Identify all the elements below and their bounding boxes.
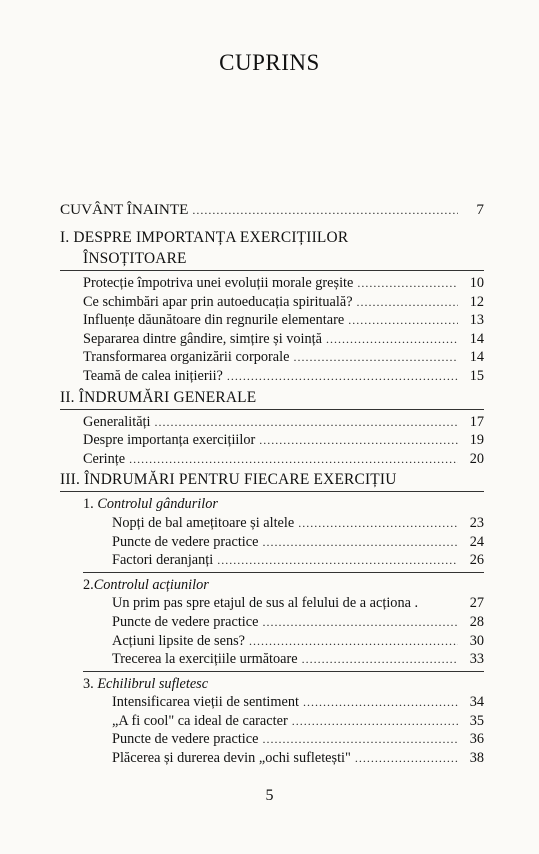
- leader-dots: [192, 200, 458, 220]
- toc-entry-label: „A fi cool" ca ideal de caracter: [112, 712, 288, 729]
- subsection-heading-2: [60, 576, 484, 595]
- toc-entry: [60, 367, 484, 386]
- toc-entry-label: Nopți de bal amețitoare și altele: [112, 514, 295, 531]
- leader-dots: [262, 613, 458, 632]
- toc-entry-page: 12: [469, 293, 484, 310]
- leader-dots: [217, 551, 458, 570]
- toc-entry: [60, 311, 484, 330]
- toc-entry-label: Transformarea organizării corporale: [83, 349, 290, 366]
- toc-entry-label: Despre importanța exercițiilor: [83, 432, 256, 449]
- toc-entry-page: 28: [469, 613, 484, 630]
- table-of-contents: [60, 200, 484, 768]
- toc-entry-page: 13: [469, 312, 484, 329]
- leader-dots: [302, 650, 458, 669]
- toc-entry-page: 38: [469, 750, 484, 767]
- toc-entry-label: Ce schimbări apar prin autoeducația spirituală?: [83, 293, 353, 310]
- leader-dots: [154, 413, 458, 432]
- toc-entry: [60, 632, 484, 651]
- toc-entry: [60, 613, 484, 632]
- subsection-title: Controlul acțiunilor: [93, 576, 209, 593]
- toc-entry: [60, 431, 484, 450]
- toc-entry-page: 7: [476, 201, 484, 218]
- subsection-heading-3: [60, 675, 484, 694]
- toc-entry: [60, 730, 484, 749]
- toc-entry-label: CUVÂNT ÎNAINTE: [60, 201, 189, 218]
- page-title: CUPRINS: [219, 50, 320, 75]
- toc-entry-page: 27: [469, 595, 484, 612]
- subsection-divider: [83, 671, 484, 672]
- leader-dots: [262, 533, 458, 552]
- toc-entry: [60, 348, 484, 367]
- subsection-number: 3.: [83, 675, 94, 692]
- toc-entry: [60, 693, 484, 712]
- toc-entry: [60, 650, 484, 669]
- toc-entry-label: Factori deranjanți: [112, 552, 214, 569]
- leader-dots: [357, 274, 458, 293]
- toc-entry: [60, 330, 484, 349]
- leader-dots: [259, 431, 458, 450]
- leader-dots: [249, 632, 458, 651]
- toc-entry-page: 30: [469, 632, 484, 649]
- toc-entry: [60, 450, 484, 469]
- subsection-title: Echilibrul sufletesc: [97, 675, 209, 692]
- toc-entry: [60, 413, 484, 432]
- toc-entry: [60, 712, 484, 731]
- toc-entry: [60, 594, 484, 613]
- section-heading-1-continued: ÎNSOȚITOARE: [83, 250, 187, 267]
- toc-entry-label: Separarea dintre gândire, simțire și voință: [83, 330, 322, 347]
- toc-entry-label: Cerințe: [83, 450, 126, 467]
- section-divider: [60, 270, 484, 271]
- leader-dots: [298, 514, 458, 533]
- toc-entry: [60, 274, 484, 293]
- leader-dots: [292, 712, 458, 731]
- toc-entry-page: 20: [469, 450, 484, 467]
- subsection-number: 2.: [83, 576, 94, 593]
- toc-entry: [60, 293, 484, 312]
- leader-dots: [227, 367, 458, 386]
- toc-entry-label: Puncte de vedere practice: [112, 613, 259, 630]
- toc-entry-page: 17: [469, 413, 484, 430]
- section-divider: [60, 491, 484, 492]
- leader-dots: [326, 330, 458, 349]
- toc-entry: [60, 533, 484, 552]
- toc-entry-page: 14: [469, 349, 484, 366]
- toc-entry-label: Plăcerea și durerea devin „ochi sufletești": [112, 750, 351, 767]
- toc-entry-page: 34: [469, 694, 484, 711]
- toc-entry-label: Un prim pas spre etajul de sus al felului de a acționa .: [112, 595, 419, 612]
- leader-dots: [348, 311, 458, 330]
- page-number: 5: [265, 787, 274, 804]
- leader-dots: [303, 693, 458, 712]
- toc-entry-page: 19: [469, 432, 484, 449]
- section-heading-1: I. DESPRE IMPORTANȚA EXERCIȚIILOR: [60, 229, 349, 246]
- leader-dots: [129, 450, 458, 469]
- toc-entry-label: Acțiuni lipsite de sens?: [112, 632, 246, 649]
- toc-entry-label: Generalități: [83, 413, 151, 430]
- toc-entry-page: 33: [469, 651, 484, 668]
- toc-entry-label: Intensificarea vieții de sentiment: [112, 694, 299, 711]
- leader-dots: [293, 348, 458, 367]
- toc-entry-label: Influențe dăunătoare din regnurile elementare: [83, 312, 345, 329]
- toc-entry-label: Trecerea la exercițiile următoare: [112, 651, 298, 668]
- section-heading-2: II. ÎNDRUMĂRI GENERALE: [60, 388, 257, 406]
- toc-entry: [60, 551, 484, 570]
- toc-entry-page: 24: [469, 533, 484, 550]
- subsection-title: Controlul gândurilor: [97, 496, 218, 513]
- leader-dots: [262, 730, 458, 749]
- toc-entry-page: 26: [469, 552, 484, 569]
- toc-entry-label: Teamă de calea inițierii?: [83, 367, 223, 384]
- subsection-number: 1.: [83, 496, 94, 513]
- leader-dots: [357, 293, 458, 312]
- subsection-heading-1: [60, 495, 484, 514]
- section-divider: [60, 409, 484, 410]
- toc-entry-page: 36: [469, 731, 484, 748]
- toc-entry-label: Puncte de vedere practice: [112, 533, 259, 550]
- toc-entry-page: 14: [469, 330, 484, 347]
- subsection-divider: [83, 572, 484, 573]
- toc-entry-page: 15: [469, 367, 484, 384]
- toc-entry-label: Protecție împotriva unei evoluții morale greșite: [83, 275, 354, 291]
- toc-entry-label: Puncte de vedere practice: [112, 731, 259, 748]
- toc-entry-page: 10: [469, 275, 484, 291]
- toc-entry: [60, 749, 484, 768]
- section-heading-3: III. ÎNDRUMĂRI PENTRU FIECARE EXERCIȚIU: [60, 471, 397, 489]
- toc-entry-page: 23: [469, 514, 484, 531]
- toc-entry-page: 35: [469, 712, 484, 729]
- toc-entry: [60, 514, 484, 533]
- leader-dots: [355, 749, 458, 768]
- toc-entry-foreword: [60, 200, 484, 220]
